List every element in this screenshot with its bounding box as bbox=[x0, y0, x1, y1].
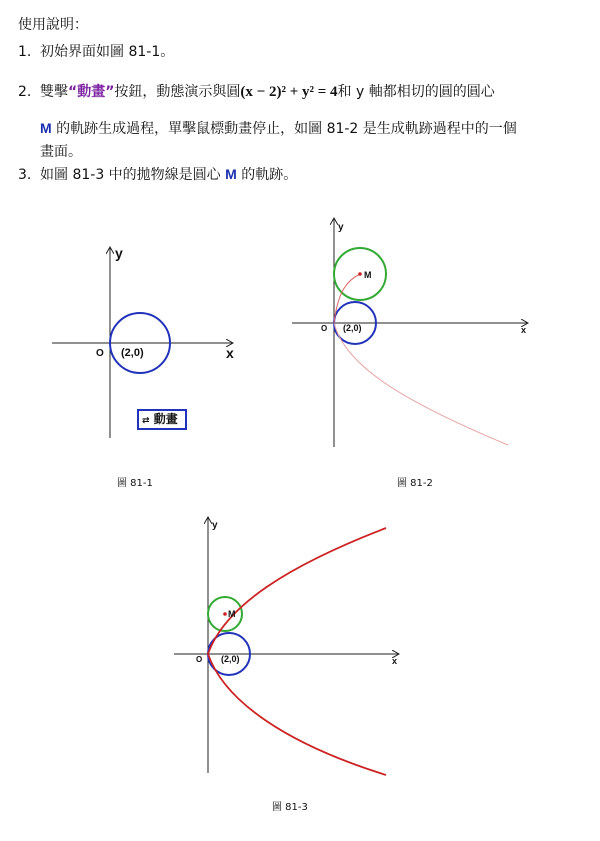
origin-label: O bbox=[96, 348, 104, 359]
point-m-label: M bbox=[364, 270, 372, 280]
center-label: (2,0) bbox=[221, 654, 240, 664]
item-number: 3. bbox=[18, 167, 32, 183]
instructions-title: 使用說明： bbox=[18, 17, 88, 33]
center-label: (2,0) bbox=[121, 347, 144, 359]
item-text: 的軌跡生成過程，單擊鼠標動畫停止，如圖 81-2 是生成軌跡過程中的一個 bbox=[51, 121, 517, 137]
swap-arrows-icon: ⇄ bbox=[142, 416, 150, 426]
origin-label: O bbox=[196, 655, 203, 664]
item-text: 初始界面如圖 81-1。 bbox=[40, 44, 175, 60]
item-text-post: 的軌跡。 bbox=[236, 167, 298, 183]
y-axis-label: y bbox=[338, 222, 344, 233]
center-m-label: M bbox=[40, 120, 52, 136]
item-text-pre: 雙擊 bbox=[40, 84, 68, 100]
item-text-post: 和 y 軸都相切的圓的圓心 bbox=[337, 84, 495, 100]
caption-81-1: 圖 81-1 bbox=[117, 478, 153, 489]
center-m-label: M bbox=[225, 166, 237, 182]
x-axis-label: x bbox=[521, 325, 527, 335]
caption-81-3: 圖 81-3 bbox=[272, 802, 308, 813]
y-axis-label: y bbox=[115, 245, 123, 261]
point-m-label: M bbox=[228, 609, 236, 619]
item-text-pre: 如圖 81-3 中的拋物線是圓心 bbox=[40, 167, 226, 183]
item-number: 2. bbox=[18, 84, 32, 100]
caption-81-2: 圖 81-2 bbox=[397, 478, 433, 489]
animate-keyword: “動畫” bbox=[68, 84, 115, 100]
center-label: (2,0) bbox=[343, 323, 362, 333]
instruction-2-line3: 畫面。 bbox=[40, 144, 82, 160]
y-axis-label: y bbox=[212, 520, 218, 531]
circle-equation: (x − 2)² + y² = 4 bbox=[240, 84, 338, 100]
animate-button-label: 動畫 bbox=[153, 412, 178, 426]
x-axis-label: x bbox=[226, 345, 234, 361]
item-text-mid: 按鈕，動態演示與圓 bbox=[114, 84, 241, 100]
parabola-locus bbox=[208, 528, 386, 775]
origin-label: O bbox=[321, 324, 328, 333]
item-number: 1. bbox=[18, 44, 32, 60]
x-axis-label: x bbox=[392, 656, 398, 666]
center-m-point bbox=[223, 612, 227, 616]
